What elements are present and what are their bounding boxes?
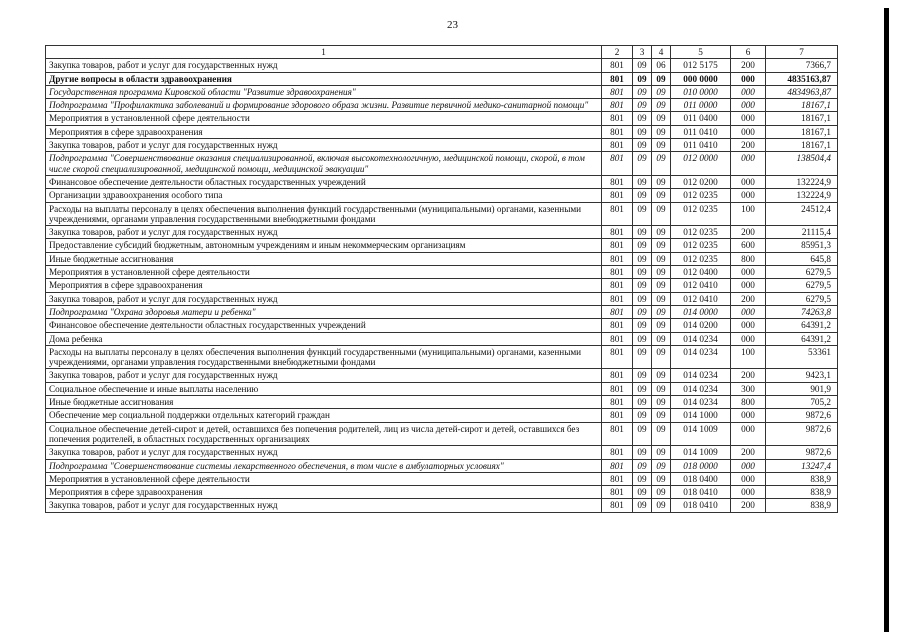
section-code-cell: 801 bbox=[602, 59, 633, 72]
section-code-cell: 801 bbox=[602, 499, 633, 512]
target-article-cell: 014 0234 bbox=[671, 369, 731, 382]
section-code-cell: 801 bbox=[602, 369, 633, 382]
subsection-code-cell: 09 bbox=[652, 499, 671, 512]
header-cell: 6 bbox=[731, 46, 766, 59]
target-article-cell: 012 0235 bbox=[671, 226, 731, 239]
subsection-code-cell: 09 bbox=[652, 266, 671, 279]
table-row bbox=[46, 499, 838, 512]
subsection-code-cell: 09 bbox=[652, 459, 671, 472]
row-name-cell: Предоставление субсидий бюджетным, автономным учреждениям и иным некоммерческим организациям bbox=[46, 239, 602, 252]
expense-type-cell: 000 bbox=[731, 409, 766, 422]
target-article-cell: 014 0234 bbox=[671, 332, 731, 345]
row-name-cell: Мероприятия в установленной сфере деятельности bbox=[46, 472, 602, 485]
amount-cell: 64391,2 bbox=[766, 319, 838, 332]
section-code-cell: 801 bbox=[602, 72, 633, 85]
section-code-cell: 801 bbox=[602, 85, 633, 98]
subsection-code-cell: 09 bbox=[633, 139, 652, 152]
section-code-cell: 801 bbox=[602, 345, 633, 369]
subsection-code-cell: 09 bbox=[652, 152, 671, 176]
row-name-cell: Организации здравоохранения особого типа bbox=[46, 189, 602, 202]
expense-type-cell: 000 bbox=[731, 422, 766, 446]
subsection-code-cell: 09 bbox=[652, 189, 671, 202]
section-code-cell: 801 bbox=[602, 305, 633, 318]
subsection-code-cell: 09 bbox=[633, 396, 652, 409]
amount-cell: 705,2 bbox=[766, 396, 838, 409]
subsection-code-cell: 09 bbox=[652, 175, 671, 188]
amount-cell: 74263,8 bbox=[766, 305, 838, 318]
section-code-cell: 801 bbox=[602, 396, 633, 409]
subsection-code-cell: 09 bbox=[633, 85, 652, 98]
table-row bbox=[46, 382, 838, 395]
subsection-code-cell: 09 bbox=[652, 382, 671, 395]
row-name-cell: Иные бюджетные ассигнования bbox=[46, 252, 602, 265]
expense-type-cell: 100 bbox=[731, 202, 766, 226]
row-name-cell: Мероприятия в сфере здравоохранения bbox=[46, 486, 602, 499]
expense-type-cell: 800 bbox=[731, 396, 766, 409]
amount-cell: 838,9 bbox=[766, 499, 838, 512]
subsection-code-cell: 09 bbox=[633, 226, 652, 239]
subsection-code-cell: 09 bbox=[633, 125, 652, 138]
table-row bbox=[46, 125, 838, 138]
expense-type-cell: 600 bbox=[731, 239, 766, 252]
row-name-cell: Закупка товаров, работ и услуг для государственных нужд bbox=[46, 226, 602, 239]
row-name-cell: Закупка товаров, работ и услуг для государственных нужд bbox=[46, 499, 602, 512]
target-article-cell: 018 0410 bbox=[671, 499, 731, 512]
table-row bbox=[46, 239, 838, 252]
target-article-cell: 012 5175 bbox=[671, 59, 731, 72]
target-article-cell: 014 0234 bbox=[671, 345, 731, 369]
subsection-code-cell: 09 bbox=[633, 175, 652, 188]
table-row bbox=[46, 332, 838, 345]
subsection-code-cell: 09 bbox=[652, 472, 671, 485]
table-row bbox=[46, 459, 838, 472]
table-row bbox=[46, 472, 838, 485]
amount-cell: 6279,5 bbox=[766, 266, 838, 279]
subsection-code-cell: 09 bbox=[633, 252, 652, 265]
subsection-code-cell: 09 bbox=[652, 332, 671, 345]
section-code-cell: 801 bbox=[602, 459, 633, 472]
row-name-cell: Мероприятия в установленной сфере деятельности bbox=[46, 266, 602, 279]
subsection-code-cell: 09 bbox=[652, 319, 671, 332]
subsection-code-cell: 09 bbox=[633, 305, 652, 318]
amount-cell: 64391,2 bbox=[766, 332, 838, 345]
row-name-cell: Подпрограмма "Совершенствование системы лекарственного обеспечения, в том числе в амбулаторных условиях" bbox=[46, 459, 602, 472]
row-name-cell: Финансовое обеспечение деятельности областных государственных учреждений bbox=[46, 175, 602, 188]
table-row bbox=[46, 292, 838, 305]
target-article-cell: 014 1009 bbox=[671, 422, 731, 446]
amount-cell: 132224,9 bbox=[766, 189, 838, 202]
expense-type-cell: 200 bbox=[731, 226, 766, 239]
amount-cell: 7366,7 bbox=[766, 59, 838, 72]
expense-type-cell: 300 bbox=[731, 382, 766, 395]
amount-cell: 838,9 bbox=[766, 486, 838, 499]
amount-cell: 6279,5 bbox=[766, 292, 838, 305]
target-article-cell: 014 0234 bbox=[671, 382, 731, 395]
section-code-cell: 801 bbox=[602, 279, 633, 292]
expense-type-cell: 000 bbox=[731, 125, 766, 138]
row-name-cell: Государственная программа Кировской области "Развитие здравоохранения" bbox=[46, 85, 602, 98]
expense-type-cell: 000 bbox=[731, 189, 766, 202]
section-code-cell: 801 bbox=[602, 152, 633, 176]
table-body bbox=[46, 59, 838, 512]
amount-cell: 18167,1 bbox=[766, 139, 838, 152]
target-article-cell: 000 0000 bbox=[671, 72, 731, 85]
subsection-code-cell: 09 bbox=[652, 292, 671, 305]
target-article-cell: 014 0200 bbox=[671, 319, 731, 332]
subsection-code-cell: 09 bbox=[633, 332, 652, 345]
amount-cell: 18167,1 bbox=[766, 112, 838, 125]
target-article-cell: 011 0000 bbox=[671, 99, 731, 112]
amount-cell: 138504,4 bbox=[766, 152, 838, 176]
subsection-code-cell: 09 bbox=[633, 422, 652, 446]
amount-cell: 24512,4 bbox=[766, 202, 838, 226]
expense-type-cell: 000 bbox=[731, 266, 766, 279]
table-row bbox=[46, 202, 838, 226]
subsection-code-cell: 09 bbox=[633, 266, 652, 279]
table-row bbox=[46, 422, 838, 446]
subsection-code-cell: 09 bbox=[633, 279, 652, 292]
table-row bbox=[46, 112, 838, 125]
subsection-code-cell: 09 bbox=[633, 239, 652, 252]
subsection-code-cell: 09 bbox=[633, 152, 652, 176]
section-code-cell: 801 bbox=[602, 422, 633, 446]
section-code-cell: 801 bbox=[602, 175, 633, 188]
subsection-code-cell: 09 bbox=[633, 112, 652, 125]
row-name-cell: Финансовое обеспечение деятельности областных государственных учреждений bbox=[46, 319, 602, 332]
row-name-cell: Подпрограмма "Профилактика заболеваний и формирование здорового образа жизни. Развитие первичной медико-санитарной помощи" bbox=[46, 99, 602, 112]
table-row bbox=[46, 486, 838, 499]
expense-type-cell: 000 bbox=[731, 152, 766, 176]
table-row bbox=[46, 409, 838, 422]
section-code-cell: 801 bbox=[602, 189, 633, 202]
subsection-code-cell: 09 bbox=[633, 499, 652, 512]
target-article-cell: 014 1000 bbox=[671, 409, 731, 422]
target-article-cell: 011 0400 bbox=[671, 112, 731, 125]
table-row bbox=[46, 396, 838, 409]
section-code-cell: 801 bbox=[602, 252, 633, 265]
subsection-code-cell: 09 bbox=[633, 59, 652, 72]
target-article-cell: 011 0410 bbox=[671, 125, 731, 138]
subsection-code-cell: 09 bbox=[652, 422, 671, 446]
amount-cell: 901,9 bbox=[766, 382, 838, 395]
subsection-code-cell: 09 bbox=[652, 139, 671, 152]
table-row bbox=[46, 85, 838, 98]
target-article-cell: 018 0400 bbox=[671, 472, 731, 485]
section-code-cell: 801 bbox=[602, 226, 633, 239]
section-code-cell: 801 bbox=[602, 266, 633, 279]
expense-type-cell: 200 bbox=[731, 59, 766, 72]
table-row bbox=[46, 59, 838, 72]
row-name-cell: Дома ребенка bbox=[46, 332, 602, 345]
section-code-cell: 801 bbox=[602, 139, 633, 152]
subsection-code-cell: 09 bbox=[652, 369, 671, 382]
amount-cell: 838,9 bbox=[766, 472, 838, 485]
table-row bbox=[46, 189, 838, 202]
row-name-cell: Подпрограмма "Совершенствование оказания специализированной, включая высокотехнологичную, медицинской помощи, скорой, в том числе скорой специализированной, медицинской помощи, медицинской эвакуации" bbox=[46, 152, 602, 176]
subsection-code-cell: 09 bbox=[652, 99, 671, 112]
table-row bbox=[46, 266, 838, 279]
subsection-code-cell: 09 bbox=[652, 202, 671, 226]
table-row bbox=[46, 175, 838, 188]
row-name-cell: Закупка товаров, работ и услуг для государственных нужд bbox=[46, 59, 602, 72]
amount-cell: 21115,4 bbox=[766, 226, 838, 239]
expense-type-cell: 000 bbox=[731, 279, 766, 292]
section-code-cell: 801 bbox=[602, 112, 633, 125]
subsection-code-cell: 09 bbox=[652, 345, 671, 369]
target-article-cell: 011 0410 bbox=[671, 139, 731, 152]
expense-type-cell: 200 bbox=[731, 446, 766, 459]
row-name-cell: Другие вопросы в области здравоохранения bbox=[46, 72, 602, 85]
row-name-cell: Закупка товаров, работ и услуг для государственных нужд bbox=[46, 292, 602, 305]
table-row bbox=[46, 72, 838, 85]
section-code-cell: 801 bbox=[602, 319, 633, 332]
table-row bbox=[46, 345, 838, 369]
section-code-cell: 801 bbox=[602, 292, 633, 305]
amount-cell: 9872,6 bbox=[766, 446, 838, 459]
table-row bbox=[46, 305, 838, 318]
expense-type-cell: 000 bbox=[731, 319, 766, 332]
target-article-cell: 012 0235 bbox=[671, 189, 731, 202]
target-article-cell: 018 0410 bbox=[671, 486, 731, 499]
target-article-cell: 012 0410 bbox=[671, 292, 731, 305]
amount-cell: 13247,4 bbox=[766, 459, 838, 472]
subsection-code-cell: 09 bbox=[652, 486, 671, 499]
amount-cell: 4834963,87 bbox=[766, 85, 838, 98]
section-code-cell: 801 bbox=[602, 202, 633, 226]
section-code-cell: 801 bbox=[602, 332, 633, 345]
row-name-cell: Мероприятия в сфере здравоохранения bbox=[46, 125, 602, 138]
row-name-cell: Социальное обеспечение и иные выплаты населению bbox=[46, 382, 602, 395]
section-code-cell: 801 bbox=[602, 409, 633, 422]
row-name-cell: Мероприятия в сфере здравоохранения bbox=[46, 279, 602, 292]
subsection-code-cell: 09 bbox=[652, 112, 671, 125]
expense-type-cell: 100 bbox=[731, 345, 766, 369]
subsection-code-cell: 09 bbox=[633, 189, 652, 202]
section-code-cell: 801 bbox=[602, 125, 633, 138]
page-number: 23 bbox=[447, 19, 458, 31]
target-article-cell: 012 0235 bbox=[671, 202, 731, 226]
subsection-code-cell: 09 bbox=[652, 252, 671, 265]
expense-type-cell: 200 bbox=[731, 499, 766, 512]
target-article-cell: 014 1009 bbox=[671, 446, 731, 459]
target-article-cell: 014 0234 bbox=[671, 396, 731, 409]
table-row bbox=[46, 152, 838, 176]
header-cell: 7 bbox=[766, 46, 838, 59]
expense-type-cell: 000 bbox=[731, 99, 766, 112]
subsection-code-cell: 06 bbox=[652, 59, 671, 72]
target-article-cell: 012 0410 bbox=[671, 279, 731, 292]
subsection-code-cell: 09 bbox=[633, 202, 652, 226]
subsection-code-cell: 09 bbox=[633, 72, 652, 85]
subsection-code-cell: 09 bbox=[652, 226, 671, 239]
subsection-code-cell: 09 bbox=[633, 99, 652, 112]
subsection-code-cell: 09 bbox=[652, 85, 671, 98]
row-name-cell: Расходы на выплаты персоналу в целях обеспечения выполнения функций государственными (муниципальными) органами, казенными учреждениями, органами управления государственными внебюджетными фондами bbox=[46, 345, 602, 369]
target-article-cell: 010 0000 bbox=[671, 85, 731, 98]
subsection-code-cell: 09 bbox=[652, 125, 671, 138]
amount-cell: 6279,5 bbox=[766, 279, 838, 292]
subsection-code-cell: 09 bbox=[633, 472, 652, 485]
expense-type-cell: 000 bbox=[731, 472, 766, 485]
amount-cell: 18167,1 bbox=[766, 125, 838, 138]
subsection-code-cell: 09 bbox=[652, 409, 671, 422]
amount-cell: 9872,6 bbox=[766, 409, 838, 422]
amount-cell: 85951,3 bbox=[766, 239, 838, 252]
header-cell: 1 bbox=[46, 46, 602, 59]
table-row bbox=[46, 252, 838, 265]
target-article-cell: 018 0000 bbox=[671, 459, 731, 472]
subsection-code-cell: 09 bbox=[633, 292, 652, 305]
target-article-cell: 012 0235 bbox=[671, 252, 731, 265]
row-name-cell: Обеспечение мер социальной поддержки отдельных категорий граждан bbox=[46, 409, 602, 422]
table-row bbox=[46, 139, 838, 152]
section-code-cell: 801 bbox=[602, 472, 633, 485]
section-code-cell: 801 bbox=[602, 486, 633, 499]
target-article-cell: 012 0000 bbox=[671, 152, 731, 176]
table-row bbox=[46, 226, 838, 239]
expense-type-cell: 800 bbox=[731, 252, 766, 265]
expense-type-cell: 000 bbox=[731, 305, 766, 318]
expense-type-cell: 000 bbox=[731, 175, 766, 188]
page-edge-bar bbox=[884, 8, 889, 632]
subsection-code-cell: 09 bbox=[633, 319, 652, 332]
expense-type-cell: 200 bbox=[731, 369, 766, 382]
expense-type-cell: 000 bbox=[731, 459, 766, 472]
row-name-cell: Подпрограмма "Охрана здоровья матери и ребенка" bbox=[46, 305, 602, 318]
expense-type-cell: 000 bbox=[731, 72, 766, 85]
section-code-cell: 801 bbox=[602, 446, 633, 459]
subsection-code-cell: 09 bbox=[633, 409, 652, 422]
subsection-code-cell: 09 bbox=[652, 72, 671, 85]
subsection-code-cell: 09 bbox=[633, 459, 652, 472]
budget-table bbox=[45, 45, 838, 513]
amount-cell: 9872,6 bbox=[766, 422, 838, 446]
subsection-code-cell: 09 bbox=[652, 239, 671, 252]
row-name-cell: Расходы на выплаты персоналу в целях обеспечения выполнения функций государственными (муниципальными) органами, казенными учреждениями, органами управления государственными внебюджетными фондами bbox=[46, 202, 602, 226]
row-name-cell: Социальное обеспечение детей-сирот и детей, оставшихся без попечения родителей, лиц из числа детей-сирот и детей, оставшихся без попечения родителей, в областных государственных организациях bbox=[46, 422, 602, 446]
subsection-code-cell: 09 bbox=[652, 446, 671, 459]
header-cell: 5 bbox=[671, 46, 731, 59]
header-cell: 4 bbox=[652, 46, 671, 59]
amount-cell: 645,8 bbox=[766, 252, 838, 265]
subsection-code-cell: 09 bbox=[652, 305, 671, 318]
expense-type-cell: 200 bbox=[731, 139, 766, 152]
expense-type-cell: 000 bbox=[731, 85, 766, 98]
expense-type-cell: 000 bbox=[731, 332, 766, 345]
subsection-code-cell: 09 bbox=[652, 279, 671, 292]
row-name-cell: Закупка товаров, работ и услуг для государственных нужд bbox=[46, 139, 602, 152]
section-code-cell: 801 bbox=[602, 239, 633, 252]
table-row bbox=[46, 446, 838, 459]
row-name-cell: Иные бюджетные ассигнования bbox=[46, 396, 602, 409]
subsection-code-cell: 09 bbox=[633, 345, 652, 369]
row-name-cell: Закупка товаров, работ и услуг для государственных нужд bbox=[46, 446, 602, 459]
subsection-code-cell: 09 bbox=[633, 382, 652, 395]
subsection-code-cell: 09 bbox=[633, 369, 652, 382]
subsection-code-cell: 09 bbox=[652, 396, 671, 409]
amount-cell: 4835163,87 bbox=[766, 72, 838, 85]
target-article-cell: 014 0000 bbox=[671, 305, 731, 318]
amount-cell: 9423,1 bbox=[766, 369, 838, 382]
expense-type-cell: 200 bbox=[731, 292, 766, 305]
table-row bbox=[46, 279, 838, 292]
expense-type-cell: 000 bbox=[731, 486, 766, 499]
header-cell: 2 bbox=[602, 46, 633, 59]
amount-cell: 53361 bbox=[766, 345, 838, 369]
amount-cell: 132224,9 bbox=[766, 175, 838, 188]
section-code-cell: 801 bbox=[602, 99, 633, 112]
target-article-cell: 012 0200 bbox=[671, 175, 731, 188]
row-name-cell: Закупка товаров, работ и услуг для государственных нужд bbox=[46, 369, 602, 382]
expense-type-cell: 000 bbox=[731, 112, 766, 125]
amount-cell: 18167,1 bbox=[766, 99, 838, 112]
subsection-code-cell: 09 bbox=[633, 486, 652, 499]
row-name-cell: Мероприятия в установленной сфере деятельности bbox=[46, 112, 602, 125]
section-code-cell: 801 bbox=[602, 382, 633, 395]
table-header-row bbox=[46, 46, 838, 59]
target-article-cell: 012 0235 bbox=[671, 239, 731, 252]
table-row bbox=[46, 99, 838, 112]
target-article-cell: 012 0400 bbox=[671, 266, 731, 279]
header-cell: 3 bbox=[633, 46, 652, 59]
subsection-code-cell: 09 bbox=[633, 446, 652, 459]
table-row bbox=[46, 369, 838, 382]
table-row bbox=[46, 319, 838, 332]
